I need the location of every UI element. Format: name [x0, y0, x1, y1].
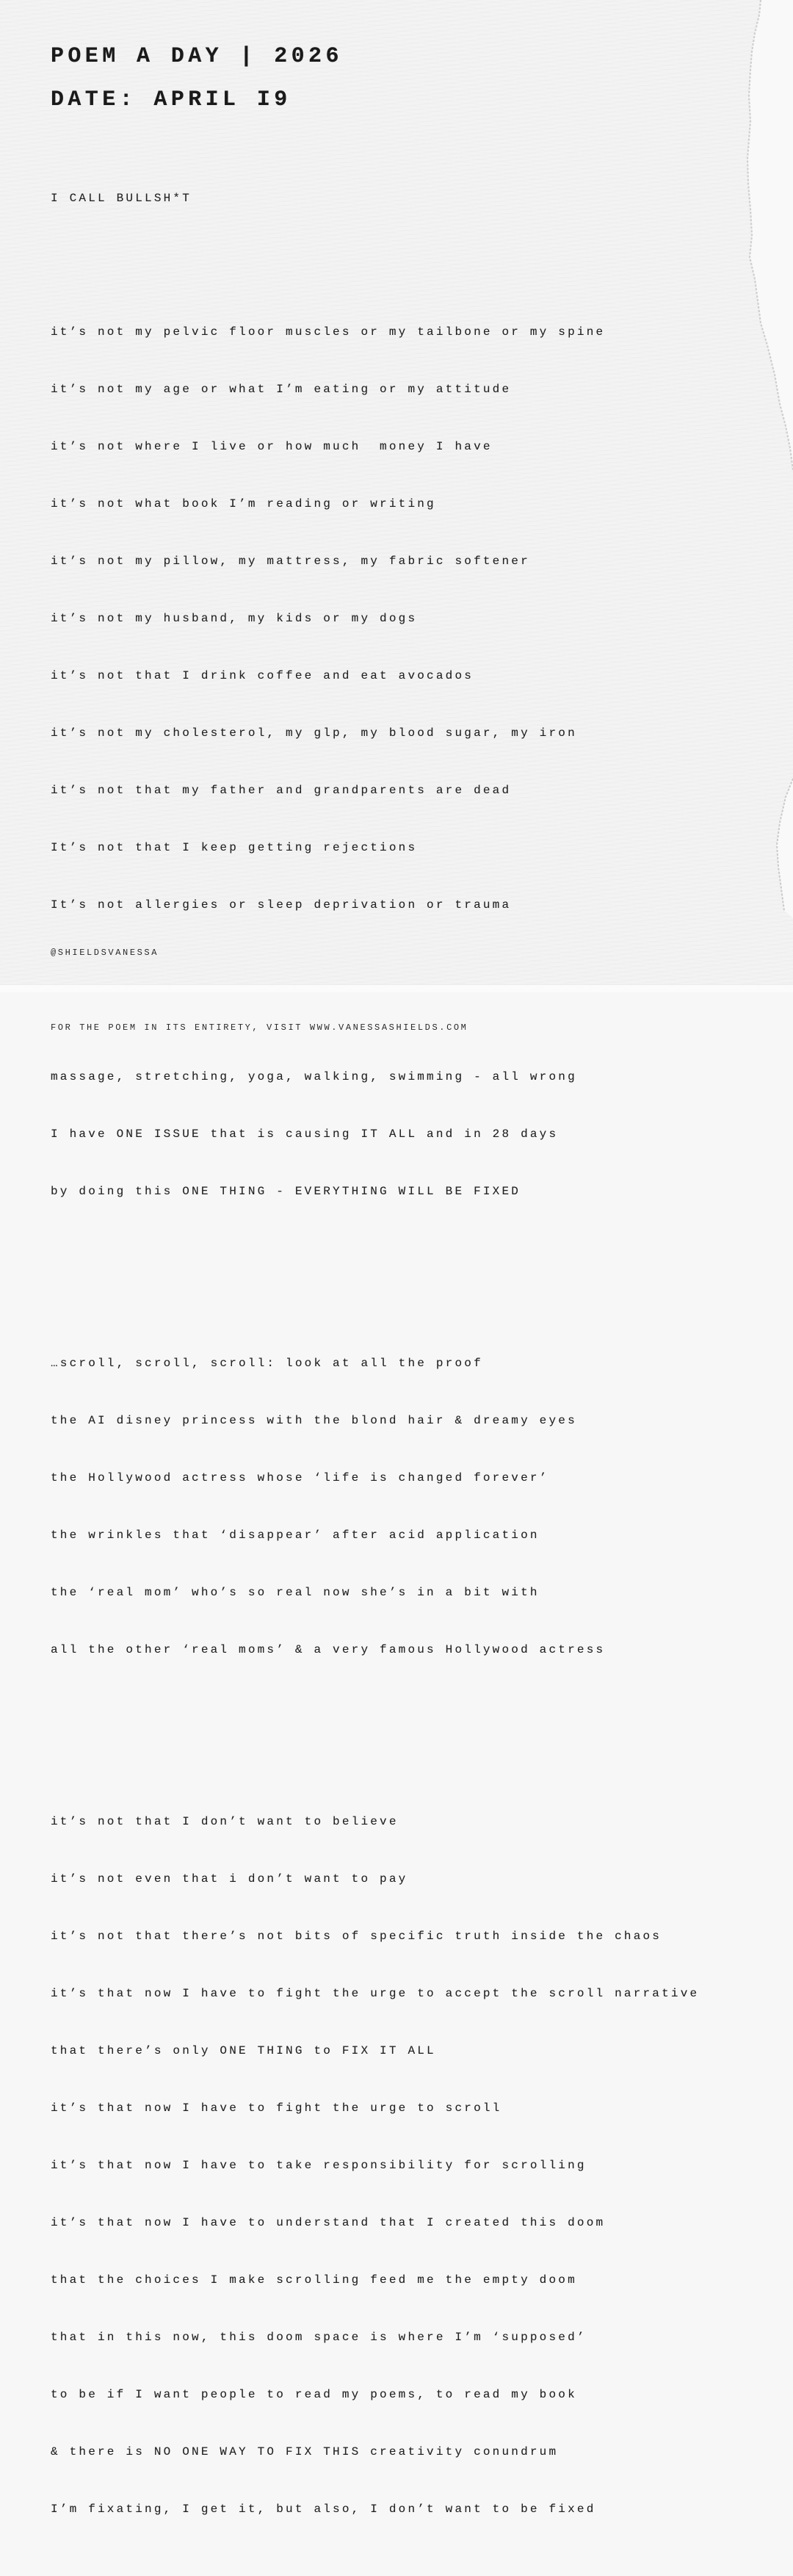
poem-line: by doing this ONE THING - EVERYTHING WILL BE FIXED — [51, 1185, 521, 1198]
poem-date: DATE: APRIL I9 — [51, 87, 292, 112]
poem-line: it’s that now I have to fight the urge to accept the scroll narrative — [51, 1987, 700, 2000]
poem-line: it’s not that I drink coffee and eat avocados — [51, 669, 474, 682]
social-handle: @SHIELDSVANESSA — [51, 948, 159, 958]
poem-line: it’s not my husband, my kids or my dogs — [51, 612, 418, 625]
stanza-4 — [51, 1774, 699, 2557]
poem-line: it’s that now I have to understand that I created this doom — [51, 2216, 606, 2229]
poem-line: it’s not even that i don’t want to pay — [51, 1872, 408, 1886]
poem-line: …scroll, scroll, scroll: look at all the proof — [51, 1357, 483, 1370]
stanza-1 — [51, 284, 699, 953]
poem-line: massage, stretching, yoga, walking, swimming - all wrong — [51, 1070, 577, 1083]
poem-line: It’s not that I keep getting rejections — [51, 841, 418, 854]
poem-line: it’s not my pillow, my mattress, my fabric softener — [51, 555, 530, 568]
poem-line: all the other ‘real moms’ & a very famous Hollywood actress — [51, 1643, 606, 1656]
poem-line: it’s not that my father and grandparents are dead — [51, 784, 512, 797]
poem-line: It’s not allergies or sleep deprivation or trauma — [51, 898, 512, 912]
poem-body — [51, 151, 699, 2576]
poem-line: it’s that now I have to take responsibility for scrolling — [51, 2159, 587, 2172]
poem-line: I have ONE ISSUE that is causing IT ALL and in 28 days — [51, 1128, 559, 1141]
poem-line: & there is NO ONE WAY TO FIX THIS creativity conundrum — [51, 2445, 559, 2458]
poem-line: I’m fixating, I get it, but also, I don’t want to be fixed — [51, 2503, 596, 2516]
poem-line: the Hollywood actress whose ‘life is changed forever’ — [51, 1471, 549, 1484]
poem-line: it’s that now I have to fight the urge to scroll — [51, 2101, 502, 2115]
poem-line: it’s not that there’s not bits of specific truth inside the chaos — [51, 1930, 662, 1943]
poem-line: it’s not that I don’t want to believe — [51, 1815, 399, 1828]
paper-bottom-edge — [0, 984, 793, 992]
poem-line: that the choices I make scrolling feed me the empty doom — [51, 2273, 577, 2287]
poem-line: that in this now, this doom space is where I’m ‘supposed’ — [51, 2331, 587, 2344]
poem-line: that there’s only ONE THING to FIX IT ALL — [51, 2044, 436, 2057]
series-title: POEM A DAY | 2026 — [51, 44, 343, 69]
poem-line: it’s not my cholesterol, my glp, my blood sugar, my iron — [51, 726, 577, 740]
stanza-2 — [51, 1029, 699, 1239]
torn-paper-edge — [734, 0, 793, 918]
poem-line: it’s not my age or what I’m eating or my attitude — [51, 383, 512, 396]
poem-line: it’s not what book I’m reading or writing — [51, 497, 436, 510]
poem-line: it’s not my pelvic floor muscles or my tailbone or my spine — [51, 325, 606, 339]
poem-line: the ‘real mom’ who’s so real now she’s in a bit with — [51, 1586, 540, 1599]
poem-line: the wrinkles that ‘disappear’ after acid application — [51, 1529, 540, 1542]
stanza-3 — [51, 1316, 699, 1698]
poem-line: to be if I want people to read my poems, to read my book — [51, 2388, 577, 2401]
website-cta: FOR THE POEM IN ITS ENTIRETY, VISIT WWW.VANESSASHIELDS.COM — [51, 1022, 468, 1033]
poem-line: it’s not where I live or how much money I have — [51, 440, 493, 453]
poem-line: the AI disney princess with the blond hair & dreamy eyes — [51, 1414, 577, 1427]
poem-title: I CALL BULLSH*T — [51, 192, 192, 205]
